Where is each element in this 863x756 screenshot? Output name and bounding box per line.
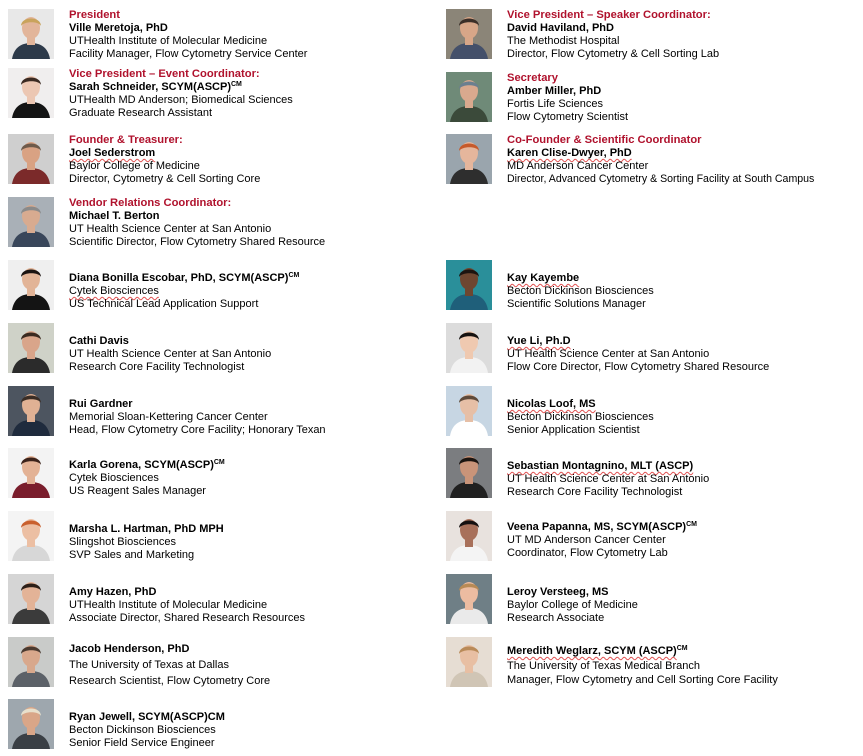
- person-photo: [446, 574, 492, 624]
- person-card: [8, 574, 428, 626]
- person-card: [446, 260, 856, 312]
- person-name: Marsha L. Hartman, PhD MPH: [69, 523, 224, 535]
- person-card: [8, 637, 428, 689]
- person-name: Leroy Versteeg, MS: [507, 586, 609, 598]
- person-name: Ryan Jewell, SCYM(ASCP)CM: [69, 711, 225, 723]
- person-photo: [446, 260, 492, 310]
- portrait-icon: [8, 511, 54, 561]
- portrait-icon: [8, 134, 54, 184]
- person-name: Joel Sederstrom: [69, 147, 156, 159]
- person-role: Vendor Relations Coordinator:: [69, 197, 232, 209]
- person-card: [8, 260, 428, 312]
- person-name: David Haviland, PhD: [507, 22, 614, 34]
- person-org: MD Anderson Cancer Center: [507, 160, 649, 172]
- person-name: Karla Gorena, SCYM(ASCP)$^{CM}$: [69, 459, 225, 471]
- person-card: [446, 323, 856, 375]
- portrait-icon: [446, 134, 492, 184]
- person-title: Research Associate: [507, 612, 605, 624]
- person-card: [8, 511, 428, 563]
- person-photo: [8, 197, 54, 247]
- person-org: The Methodist Hospital: [507, 35, 620, 47]
- portrait-icon: [8, 637, 54, 687]
- person-name: Nicolas Loof, MS: [507, 398, 596, 410]
- person-card: [446, 134, 856, 186]
- person-org: Fortis Life Sciences: [507, 98, 603, 110]
- person-org: Becton Dickinson Biosciences: [507, 411, 654, 423]
- person-card: [8, 448, 428, 500]
- portrait-icon: [8, 699, 54, 749]
- portrait-icon: [8, 260, 54, 310]
- person-org: UT Health Science Center at San Antonio: [507, 348, 710, 360]
- person-org: Baylor College of Medicine: [69, 160, 200, 172]
- portrait-icon: [8, 574, 54, 624]
- person-role: Founder & Treasurer:: [69, 134, 183, 146]
- person-title: US Technical Lead Application Support: [69, 298, 259, 310]
- person-title: Associate Director, Shared Research Resources: [69, 612, 305, 624]
- person-org: UT MD Anderson Cancer Center: [507, 534, 666, 546]
- person-title: Senior Field Service Engineer: [69, 737, 215, 749]
- person-photo: [8, 386, 54, 436]
- person-photo: [446, 511, 492, 561]
- person-name: Sarah Schneider, SCYM(ASCP)$^{CM}$: [69, 81, 242, 93]
- person-photo: [8, 134, 54, 184]
- person-org: The University of Texas at Dallas: [69, 659, 229, 671]
- person-title: Director, Flow Cytometry & Cell Sorting Lab: [507, 48, 720, 60]
- person-photo: [8, 448, 54, 498]
- portrait-icon: [446, 637, 492, 687]
- person-name: Yue Li, Ph.D: [507, 335, 571, 347]
- person-title: Manager, Flow Cytometry and Cell Sorting Core Facility: [507, 674, 778, 686]
- portrait-icon: [446, 511, 492, 561]
- person-photo: [446, 637, 492, 687]
- person-title: Graduate Research Assistant: [69, 107, 213, 119]
- person-org: Slingshot Biosciences: [69, 536, 177, 548]
- person-photo: [446, 134, 492, 184]
- person-card: [8, 197, 428, 249]
- portrait-icon: [446, 260, 492, 310]
- portrait-icon: [8, 323, 54, 373]
- person-title: Research Scientist, Flow Cytometry Core: [69, 675, 271, 687]
- person-photo: [8, 9, 54, 59]
- person-name: Cathi Davis: [69, 335, 129, 347]
- person-title: Scientific Director, Flow Cytometry Shared Resource: [69, 236, 326, 248]
- person-photo: [8, 68, 54, 118]
- person-card: [8, 9, 428, 61]
- portrait-icon: [446, 323, 492, 373]
- person-photo: [446, 9, 492, 59]
- person-org: The University of Texas Medical Branch: [507, 660, 700, 672]
- person-name: Sebastian Montagnino, MLT (ASCP): [507, 460, 694, 472]
- person-name: Amy Hazen, PhD: [69, 586, 157, 598]
- person-org: Cytek Biosciences: [69, 472, 159, 484]
- person-name: Ville Meretoja, PhD: [69, 22, 168, 34]
- person-name: Karen Clise-Dwyer, PhD: [507, 147, 632, 159]
- portrait-icon: [8, 68, 54, 118]
- person-photo: [446, 448, 492, 498]
- person-card: [8, 134, 428, 186]
- person-card: [8, 68, 428, 120]
- person-card: [446, 386, 856, 438]
- person-org: UTHealth MD Anderson; Biomedical Sciences: [69, 94, 293, 106]
- person-role: Co-Founder & Scientific Coordinator: [507, 134, 702, 146]
- person-card: [8, 323, 428, 375]
- person-photo: [446, 72, 492, 122]
- person-title: Facility Manager, Flow Cytometry Service Center: [69, 48, 308, 60]
- portrait-icon: [8, 9, 54, 59]
- person-name: Meredith Weglarz, SCYM (ASCP)$^{CM}$: [507, 645, 688, 657]
- person-title: Senior Application Scientist: [507, 424, 640, 436]
- person-name: Amber Miller, PhD: [507, 85, 602, 97]
- person-org: UT Health Science Center at San Antonio: [507, 473, 710, 485]
- portrait-icon: [8, 386, 54, 436]
- person-name: Jacob Henderson, PhD: [69, 643, 190, 655]
- person-card: [446, 448, 856, 500]
- person-photo: [8, 574, 54, 624]
- person-photo: [446, 386, 492, 436]
- person-card: [446, 511, 856, 563]
- person-card: [446, 72, 856, 124]
- person-card: [446, 9, 856, 61]
- person-org: Cytek Biosciences: [69, 285, 159, 297]
- person-title: Director, Cytometry & Cell Sorting Core: [69, 173, 261, 185]
- portrait-icon: [446, 386, 492, 436]
- person-name: Kay Kayembe: [507, 272, 580, 284]
- person-title: US Reagent Sales Manager: [69, 485, 206, 497]
- person-org: Becton Dickinson Biosciences: [507, 285, 654, 297]
- person-photo: [8, 699, 54, 749]
- person-card: [8, 386, 428, 438]
- person-org: Baylor College of Medicine: [507, 599, 638, 611]
- person-title: Head, Flow Cytometry Core Facility; Honorary Texan: [69, 424, 326, 436]
- person-title: Research Core Facility Technologist: [69, 361, 245, 373]
- portrait-icon: [446, 574, 492, 624]
- person-title: Flow Core Director, Flow Cytometry Shared Resource: [507, 361, 770, 373]
- person-role: Secretary: [507, 72, 559, 84]
- person-photo: [8, 260, 54, 310]
- person-title: Research Core Facility Technologist: [507, 486, 683, 498]
- person-photo: [8, 637, 54, 687]
- portrait-icon: [446, 448, 492, 498]
- person-org: Memorial Sloan-Kettering Cancer Center: [69, 411, 268, 423]
- person-org: UTHealth Institute of Molecular Medicine: [69, 35, 268, 47]
- portrait-icon: [8, 448, 54, 498]
- person-card: [446, 637, 856, 689]
- person-role: President: [69, 9, 120, 21]
- person-name: Veena Papanna, MS, SCYM(ASCP)$^{CM}$: [507, 521, 697, 533]
- person-role: Vice President – Event Coordinator:: [69, 68, 260, 80]
- person-title: SVP Sales and Marketing: [69, 549, 195, 561]
- person-name: Michael T. Berton: [69, 210, 160, 222]
- person-title: Scientific Solutions Manager: [507, 298, 646, 310]
- person-card: [8, 699, 428, 751]
- person-card: [446, 574, 856, 626]
- person-org: UT Health Science Center at San Antonio: [69, 348, 272, 360]
- person-name: Rui Gardner: [69, 398, 133, 410]
- person-title: Flow Cytometry Scientist: [507, 111, 629, 123]
- portrait-icon: [446, 9, 492, 59]
- person-org: UT Health Science Center at San Antonio: [69, 223, 272, 235]
- portrait-icon: [446, 72, 492, 122]
- person-photo: [8, 511, 54, 561]
- person-org: UTHealth Institute of Molecular Medicine: [69, 599, 268, 611]
- person-org: Becton Dickinson Biosciences: [69, 724, 216, 736]
- person-title: Director, Advanced Cytometry & Sorting Facility at South Campus: [507, 173, 815, 185]
- person-title: Coordinator, Flow Cytometry Lab: [507, 547, 668, 559]
- person-name: Diana Bonilla Escobar, PhD, SCYM(ASCP)$^{CM}$: [69, 272, 300, 284]
- person-role: Vice President – Speaker Coordinator:: [507, 9, 711, 21]
- person-photo: [446, 323, 492, 373]
- person-photo: [8, 323, 54, 373]
- portrait-icon: [8, 197, 54, 247]
